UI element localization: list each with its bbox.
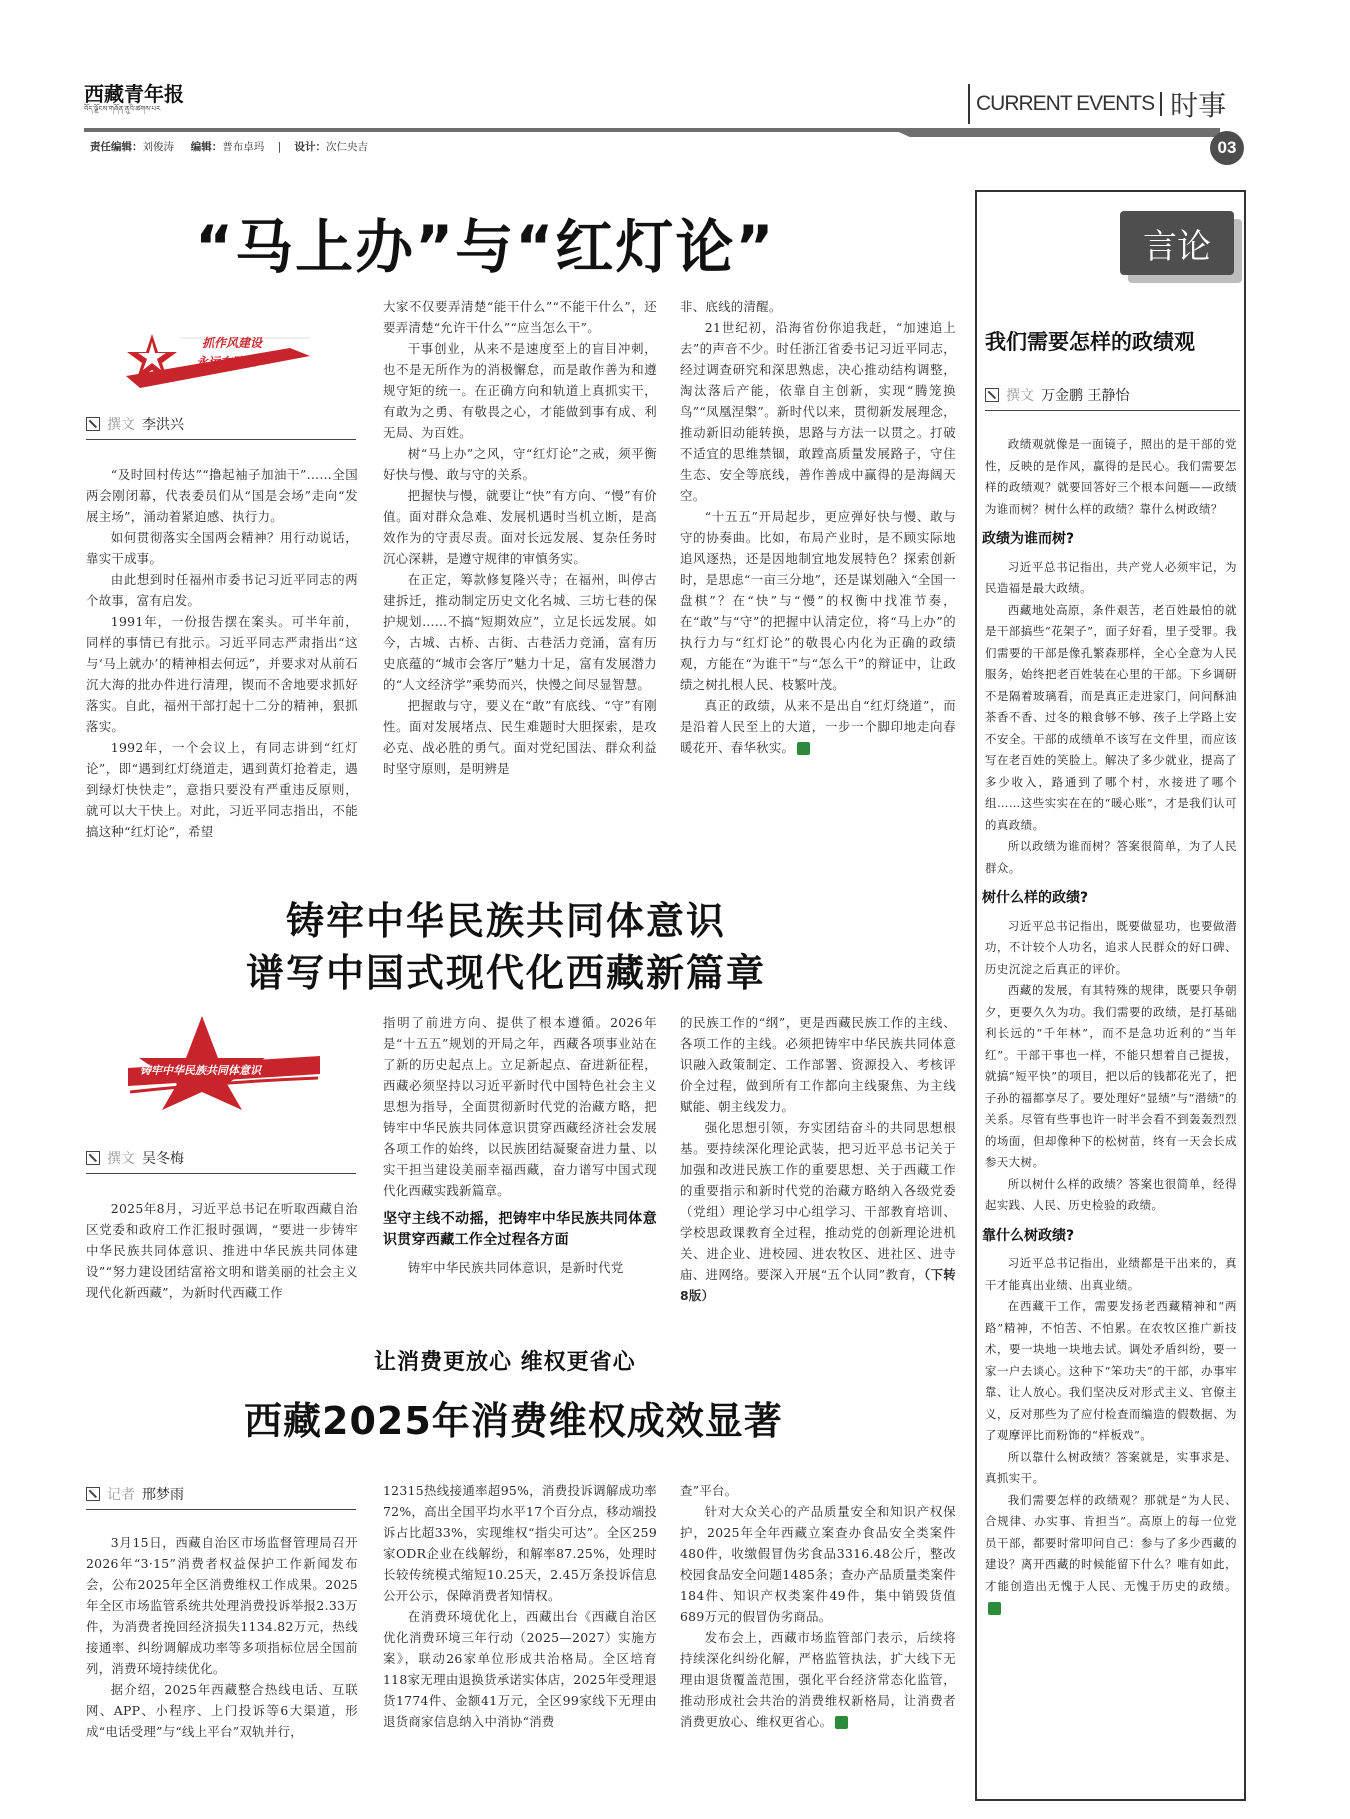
article2-subhead: 坚守主线不动摇，把铸牢中华民族共同体意识贯穿西藏工作全过程各方面 — [383, 1211, 657, 1248]
article3-headline: 西藏2025年消费维权成效显著 — [244, 1399, 783, 1443]
paragraph: “十五五”开局起步，更应弹好快与慢、敢与守的协奏曲。比如，布局产业时，是不顾实际地追风逐热，还是因地制宜地发展特色？探索创新时，是思虑“一亩三分地”，还是谋划融入“全国一盘棋”？在“快”与“慢”的权衡中找准节奏，在“敢”与“守”的把握中认清定位，将“马上办”的执行力与“红灯论”的敬畏心内化为正确的政绩观，方能在“为谁干”与“怎么干”的辩证中，让政绩之树扎根人民、枝繁叶茂。 — [680, 509, 956, 692]
opinion-subhead-1: 政绩为谁而树? — [982, 531, 1075, 547]
article3-col2 — [383, 1480, 657, 1732]
article2-col2 — [383, 1012, 657, 1278]
section-chinese: 时事 — [1170, 89, 1227, 122]
text-span: 责任编辑： — [90, 141, 143, 153]
text-span: 撰文 — [107, 417, 135, 433]
text-span: 记者 — [107, 1487, 135, 1503]
paragraph: 1991年，一份报告摆在案头。可半年前，同样的事情已有批示。习近平同志严肃指出“这与‘马上就办’的精神相去何远”，并要求对从前石沉大海的批办件进行清理，锲而不舍地要求抓好落实。自此，福州干部打起十二分的精神，狠抓落实。 — [86, 614, 358, 734]
article2-col3 — [680, 1012, 956, 1306]
article1-logo-text2: 永远在路上 — [196, 355, 257, 369]
article2-headline-line2: 谱写中国式现代化西藏新篇章 — [246, 951, 767, 995]
text-span: 发布会上，西藏市场监管部门表示，后续将持续深化纠纷化解，严格监管执法，扩大线下无理由退货覆盖范围，强化平台经济常态化监管，推动形成社会共治的消费维权新格局，让消费者消费更放心、维权更省心。 — [680, 1630, 956, 1729]
pen-icon — [86, 417, 100, 431]
paragraph: 非、底线的清醒。 — [680, 299, 782, 314]
text-span: 真正的政绩，从来不是出自“红灯绕道”，而是沿着人民至上的大道，一步一个脚印地走向春暖花开、春华秋实。 — [680, 698, 956, 755]
article3-col3 — [680, 1480, 956, 1732]
article3-kicker: 让消费更放心 维权更省心 — [374, 1350, 636, 1375]
header-rule-right — [890, 128, 1220, 137]
editor-credits — [90, 139, 368, 154]
page-number: 03 — [1210, 131, 1244, 165]
text-span: 刘俊涛 — [142, 141, 174, 153]
opinion-subhead-2: 树什么样的政绩? — [982, 890, 1089, 906]
paragraph: 由此想到时任福州市委书记习近平同志的两个故事，富有启发。 — [86, 572, 358, 608]
paragraph: 西藏的发展，有其特殊的规律，既要只争朝夕，更要久久为功。我们需要的政绩，是打基础利长远的“千年林”，而不是急功近利的“当年红”。干部干事也一样，不能只想着自己提拔，就搞“短平快”的项目，把以后的钱都花光了，把子孙的福都享尽了。要处理好“显绩”与“潜绩”的关系。尽管有些事也许一时半会看不到轰轰烈烈的场面，但却像种下的松树苗，终有一天会长成参天大树。 — [985, 983, 1237, 1169]
text-span: 编辑： — [190, 141, 223, 153]
paragraph: 把握敢与守，要义在“敢”有底线、“守”有刚性。面对发展堵点、民生难题时大胆探索，是攻必克、战必胜的勇气。面对党纪国法、群众利益时坚守原则，是明辨是 — [383, 698, 657, 776]
paragraph: 大家不仅要弄清楚“能干什么”“不能干什么”，还要弄清楚“允许干什么”“应当怎么干”。 — [383, 299, 657, 335]
paragraph: 把握快与慢，就要让“快”有方向、“慢”有价值。面对群众急难、发展机遇时当机立断，是高效作为的守责尽责。面对长远发展、复杂任务时沉心深耕，是遵守规律的审慎务实。 — [383, 488, 657, 566]
article1-logo-text1: 抓作风建设 — [202, 336, 263, 350]
paragraph: 如何贯彻落实全国两会精神？用行动说话，靠实干成事。 — [86, 530, 358, 566]
opinion-authors: 万金鹏 王静怡 — [1041, 388, 1130, 404]
end-mark-icon — [797, 742, 810, 755]
text-span: 撰文 — [1006, 388, 1034, 404]
opinion-subhead-3: 靠什么树政绩? — [982, 1227, 1075, 1244]
article2-headline-line1: 铸牢中华民族共同体意识 — [286, 899, 727, 943]
paragraph: 指明了前进方向、提供了根本遵循。2026年是“十五五”规划的开局之年，西藏各项事业站在了新的历史起点上。立足新起点、奋进新征程，西藏必须坚持以习近平新时代中国特色社会主义思想为指导，全面贯彻新时代党的治藏方略，把铸牢中华民族共同体意识贯穿西藏经济社会发展各项工作的始终，以民族团结凝聚奋进力量、以实干担当建设美丽幸福西藏，奋力谱写中国式现代化西藏实践新篇章。 — [383, 1015, 657, 1198]
paragraph: 在正定，筹款修复隆兴寺；在福州，叫停古建拆迁，推动制定历史文化名城、三坊七巷的保护规划……不搞“短期效应”，立足长远发展。如今，古城、古桥、古街、古巷活力竞涌，富有历史底蕴的“城市会客厅”魅力十足，富有发展潜力的“人文经济学”乘势而兴，快慢之间尽显智慧。 — [383, 572, 657, 692]
article1-headline: “马上办”与“红灯论” — [195, 213, 776, 281]
paragraph: 铸牢中华民族共同体意识，是新时代党 — [407, 1260, 624, 1275]
text-span: 撰文 — [107, 1151, 135, 1167]
opinion-byline — [985, 385, 1240, 411]
article2-logo-text: 铸牢中华民族共同体意识 — [140, 1064, 261, 1077]
article2-byline — [86, 1148, 356, 1174]
article3-author: 邢梦雨 — [142, 1487, 184, 1503]
paragraph: 所以树什么样的政绩？答案也很简单，经得起实践、人民、历史检验的政绩。 — [985, 1176, 1237, 1212]
paragraph — [985, 1490, 1237, 1619]
article1-col2 — [383, 296, 657, 779]
paragraph: 的民族工作的“纲”，更是西藏民族工作的主线、各项工作的主线。必须把铸牢中华民族共同体意识融入政策制定、工作部署、资源投入、考核评价全过程，做到所有工作都向主线聚焦、为主线赋能、朝主线发力。 — [680, 1015, 956, 1114]
pen-icon — [985, 388, 999, 402]
article2-col1 — [86, 1198, 358, 1303]
opinion-tag: 言论 — [1120, 211, 1234, 275]
continued-note: （下转8版） — [680, 1267, 956, 1303]
opinion-body — [982, 434, 1237, 1619]
paragraph: 干事创业，从来不是速度至上的盲目冲刺，也不是无所作为的消极懈怠，而是敢作善为和遵规守矩的统一。在正确方向和轨道上真抓实干，有敢为之勇、有敬畏之心，才能做到事有成、利无局、为百姓。 — [383, 341, 657, 440]
text-span: 次仁央吉 — [325, 141, 368, 153]
masthead-subtitle: བོད་ལྗོངས་གཞོན་ནུའི་ཚགས་པར — [84, 105, 161, 113]
paragraph — [680, 1627, 956, 1732]
paragraph: “及时回村传达”“撸起袖子加油干”……全国两会刚闭幕，代表委员们从“国是会场”走向“发展主场”，涌动着紧迫感、执行力。 — [86, 467, 358, 524]
end-mark-icon — [835, 1716, 848, 1729]
paragraph: 习近平总书记指出，共产党人必须牢记，为民造福是最大政绩。 — [985, 559, 1237, 595]
section-header — [968, 84, 1226, 124]
paragraph: 在消费环境优化上，西藏出台《西藏自治区优化消费环境三年行动（2025—2027）实施方案》，联动26家单位形成共治格局。全区培育118家无理由退换货承诺实体店，2025年受理退货1774件、金额41万元，全区99家线下无理由退货商家信息纳入中消协“消费 — [383, 1609, 657, 1729]
text-span: | — [277, 141, 282, 153]
paragraph: 查”平台。 — [680, 1483, 738, 1498]
article2-logo — [120, 1012, 325, 1112]
paragraph: 1992年，一个会议上，有同志讲到“红灯论”，即“遇到红灯绕道走，遇到黄灯抢着走，遇到绿灯快快走”，意指只要没有严重违反原则，就可以大干快上。对此，习近平同志指出，不能搞这种“红灯论”，希望 — [86, 740, 358, 839]
paragraph: 在西藏干工作，需要发扬老西藏精神和“两路”精神，不怕苦、不怕累。在农牧区推广新技术，要一块地一块地去试。调处矛盾纠纷，要一家一户去谈心。这种下“笨功夫”的干部，办事牢靠、让人放心。我们坚决反对形式主义、官僚主义，反对那些为了应付检查而编造的假数据、为了观摩评比而粉饰的“样板戏”。 — [985, 1299, 1237, 1442]
paragraph: 12315热线接通率超95%，消费投诉调解成功率72%，高出全国平均水平17个百分点，移动端投诉占比超33%，实现维权“指尖可达”。全区259家ODR企业在线解纷，和解率87.25%，处理时长较传统模式缩短10.25天，2.45万条投诉信息公开公示，保障消费者知情权。 — [383, 1483, 657, 1603]
text-span: 设计： — [294, 141, 326, 153]
header-rule — [84, 128, 904, 132]
text-span: 我们需要怎样的政绩观？那就是“为人民、合规律、办实事、肯担当”。高原上的每一位党员干部，都要时常叩问自己：参与了多少西藏的建设？离开西藏的时候能留下什么？唯有如此，才能创造出无愧于人民、无愧于历史的政绩。 — [985, 1492, 1237, 1593]
article1-author: 李洪兴 — [142, 417, 184, 433]
pen-icon — [86, 1487, 100, 1501]
article2-author: 吴冬梅 — [142, 1151, 184, 1167]
paragraph: 21世纪初，沿海省份你追我赶，“加速追上去”的声音不少。时任浙江省委书记习近平同志，经过调查研究和深思熟虑，决心推动结构调整，淘汰落后产能，依靠自主创新，实现“腾笼换鸟”“凤凰涅槃”。新时代以来，贯彻新发展理念，推动新旧动能转换，思路与方法一以贯之。打破不适宜的思维禁锢，敢蹚高质量发展路子，守住生态、安全等底线，善作善成中赢得的是海阔天空。 — [680, 320, 956, 503]
paragraph: 针对大众关心的产品质量安全和知识产权保护，2025年全年西藏立案查办食品安全类案件480件，收缴假冒伪劣食品3316.48公斤，整改校园食品安全问题1485条；查办产品质量类案件184件、知识产权类案件49件，集中销毁货值689万元的假冒伪劣商品。 — [680, 1504, 956, 1624]
masthead-title: 西藏青年报 — [84, 82, 184, 106]
article1-col1 — [86, 464, 358, 842]
paragraph — [680, 1117, 956, 1306]
end-mark-icon — [988, 1602, 1001, 1615]
opinion-title: 我们需要怎样的政绩观 — [985, 329, 1195, 354]
text-span: 普布卓玛 — [222, 141, 265, 153]
article1-col3 — [680, 296, 956, 758]
paragraph: 2025年8月，习近平总书记在听取西藏自治区党委和政府工作汇报时强调，“要进一步铸牢中华民族共同体意识、推进中华民族共同体建设”“努力建设团结富裕文明和谐美丽的社会主义现代化新西藏”，为新时代西藏工作 — [86, 1201, 358, 1300]
paragraph: 据介绍，2025年西藏整合热线电话、互联网、APP、小程序、上门投诉等6大渠道，形成“电话受理”与“线上平台”双轨并行， — [86, 1682, 358, 1739]
pen-icon — [86, 1151, 100, 1165]
article3-col1 — [86, 1532, 358, 1742]
paragraph: 政绩观就像是一面镜子，照出的是干部的党性，反映的是作风，赢得的是民心。我们需要怎样的政绩观？就要回答好三个根本问题——政绩为谁而树？树什么样的政绩？靠什么树政绩？ — [985, 437, 1237, 516]
article1-logo — [120, 326, 315, 392]
section-english: CURRENT EVENTS — [976, 92, 1162, 116]
paragraph: 所以政绩为谁而树？答案很简单，为了人民群众。 — [985, 839, 1237, 875]
paragraph: 所以靠什么树政绩？答案就是，实事求是、真抓实干。 — [985, 1449, 1237, 1485]
paragraph: 西藏地处高原，条件艰苦，老百姓最怕的就是干部搞些“花架子”，面子好看，里子受罪。我们需要的干部是像孔繁森那样，全心全意为人民服务，始终把老百姓装在心里的干部。下乡调研不是隔着玻璃看，而是真正走进家门，问问酥油茶香不香、过冬的粮食够不够、孩子上学路上安不安全。干部的成绩单不该写在文件里，而应该写在老百姓的笑脸上。解决了多少就业，提高了多少收入，路通到了哪个村，水接进了哪个组……这些实实在在的“暖心账”，才是我们认可的真政绩。 — [985, 602, 1237, 832]
paragraph — [680, 695, 956, 758]
paragraph: 习近平总书记指出，既要做显功，也要做潜功，不计较个人功名，追求人民群众的好口碑、历史沉淀之后真正的评价。 — [985, 918, 1237, 976]
article3-byline — [86, 1484, 356, 1510]
article1-byline — [86, 414, 356, 440]
paragraph: 习近平总书记指出，业绩都是干出来的，真干才能真出业绩、出真业绩。 — [985, 1256, 1237, 1292]
text-span: 强化思想引领，夯实团结奋斗的共同思想根基。要持续深化理论武装，把习近平总书记关于加强和改进民族工作的重要思想、关于西藏工作的重要指示和新时代党的治藏方略纳入各级党委（党组）理论学习中心组学习、干部教育培训、学校思政课教育全过程，推动党的创新理论进机关、进企业、进校园、进农牧区、进社区、进寺庙、进网络。要深入开展“五个认同”教育， — [680, 1120, 956, 1282]
paragraph: 树“马上办”之风，守“红灯论”之戒，须平衡好快与慢、敢与守的关系。 — [383, 446, 657, 482]
paragraph: 3月15日，西藏自治区市场监督管理局召开2026年“3·15”消费者权益保护工作新闻发布会，公布2025年全区消费维权工作成果。2025年全区市场监管系统共处理消费投诉举报2.33万件，为消费者挽回经济损失1134.82万元，热线接通率、纠纷调解成功率等多项指标位居全国前列，消费环境持续优化。 — [86, 1535, 358, 1676]
